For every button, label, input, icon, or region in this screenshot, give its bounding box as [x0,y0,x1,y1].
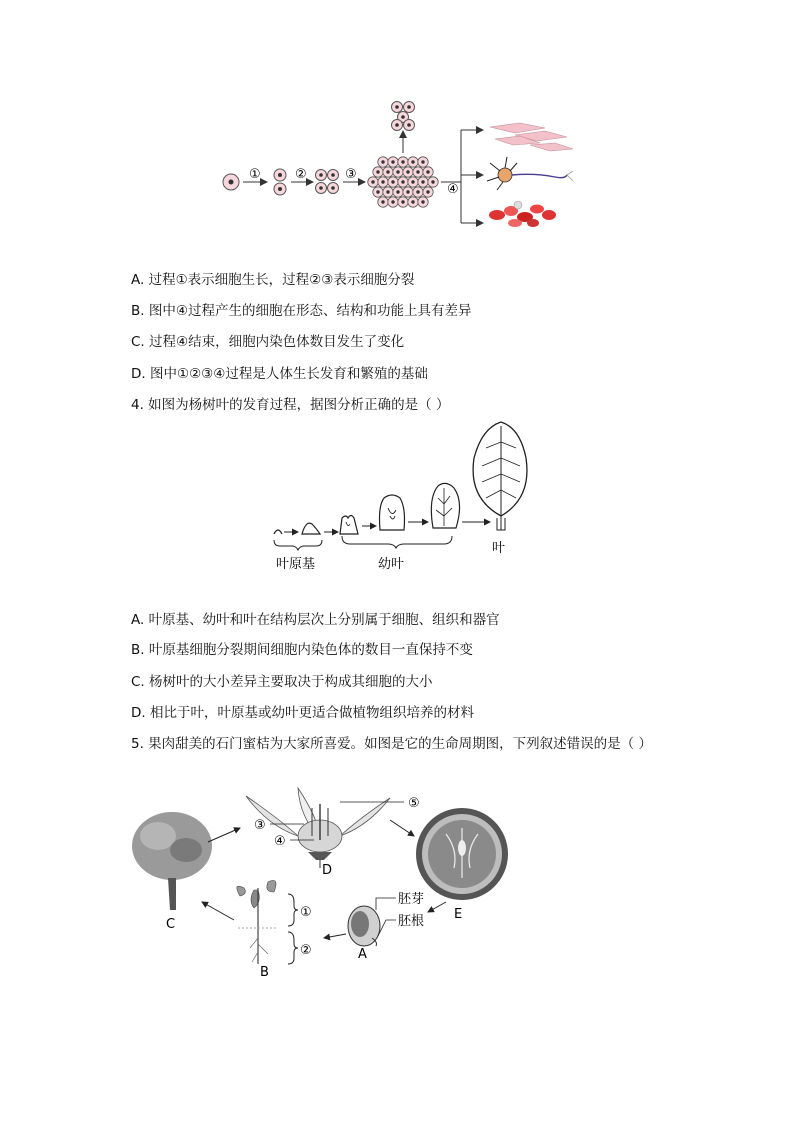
q4-option-b[interactable]: B. 叶原基细胞分裂期间细胞内染色体的数目一直保持不变 [131,642,473,658]
label-3: ③ [254,818,266,833]
process-label-3: ③ [345,167,357,182]
q4-option-c[interactable]: C. 杨树叶的大小差异主要取决于构成其细胞的大小 [131,674,433,690]
process-label-2: ② [295,167,307,182]
q5-stem: 5. 果肉甜美的石门蜜桔为大家所喜爱。如图是它的生命周期图，下列叙述错误的是（ ） [131,736,652,752]
fruit-e [416,808,508,900]
young-leaf-3 [431,483,459,528]
seed-a [348,906,380,946]
label-radicle: 胚根 [398,914,425,929]
label-5: ⑤ [408,796,420,811]
seedling-b [237,880,278,964]
muscle-cells [490,123,573,151]
q4-option-d[interactable]: D. 相比于叶，叶原基或幼叶更适合做植物组织培养的材料 [131,705,474,721]
label-c: C [166,917,176,932]
two-cells [274,169,286,195]
young-leaf-1 [340,516,358,535]
label-plumule: 胚芽 [398,892,425,907]
label-a: A [358,947,367,962]
mature-leaf [473,422,527,530]
cell-mass [368,157,438,207]
small-cell-cluster [392,102,415,131]
red-blood-cells [489,201,556,227]
label-4: ④ [274,834,286,849]
citrus-life-cycle-figure [128,778,528,978]
q4-stem: 4. 如图为杨树叶的发育过程，据图分析正确的是（ ） [131,397,450,413]
tree-c [132,812,212,910]
process-label-1: ① [249,167,261,182]
label-e: E [454,907,463,922]
label-young-leaf: 幼叶 [378,557,405,572]
flower-d [246,788,390,868]
label-leaf-primordium: 叶原基 [276,557,316,572]
single-cell [223,174,239,190]
label-d: D [322,863,333,878]
q3-option-b[interactable]: B. 图中④过程产生的细胞在形态、结构和功能上具有差异 [131,303,472,319]
cell-process-figure [215,95,575,235]
q3-option-c[interactable]: C. 过程④结束，细胞内染色体数目发生了变化 [131,334,405,350]
four-cells [316,170,339,194]
q3-option-a[interactable]: A. 过程①表示细胞生长，过程②③表示细胞分裂 [131,272,415,288]
neuron [487,157,573,190]
label-b: B [260,965,269,978]
label-1: ① [300,905,312,920]
leaf-primordium-large [302,523,320,534]
q4-option-a[interactable]: A. 叶原基、幼叶和叶在结构层次上分别属于细胞、组织和器官 [131,612,500,628]
label-leaf: 叶 [492,541,506,556]
q3-option-d[interactable]: D. 图中①②③④过程是人体生长发育和繁殖的基础 [131,366,428,382]
leaf-development-figure [268,418,528,578]
label-2: ② [300,943,312,958]
process-label-4: ④ [447,182,459,197]
young-leaf-2 [380,495,405,530]
leaf-primordium-small [274,530,282,534]
